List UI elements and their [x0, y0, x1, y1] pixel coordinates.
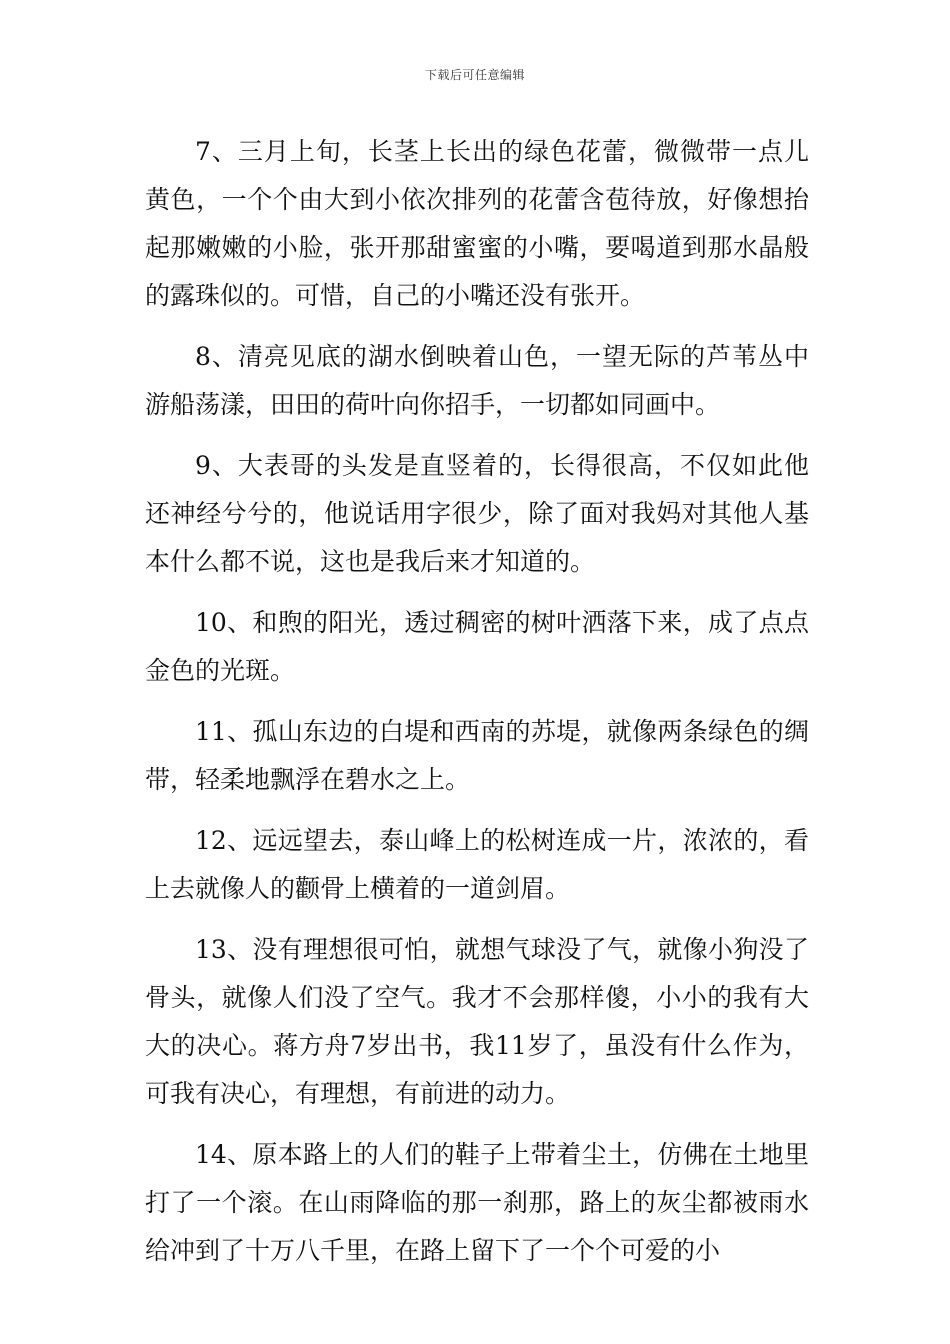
- paragraph-8: 8、清亮见底的湖水倒映着山色，一望无际的芦苇丛中游船荡漾，田田的荷叶向你招手，一切都如同画中。: [145, 342, 809, 419]
- paragraph-7: 7、三月上旬，长茎上长出的绿色花蕾，微微带一点儿黄色，一个个由大到小依次排列的花蕾含苞待放，好像想抬起那嫩嫩的小脸，张开那甜蜜蜜的小嘴，要喝道到那水晶般的露珠似的。可惜，自己的小嘴还没有张开。: [145, 137, 809, 310]
- paragraph-12: 12、远远望去，泰山峰上的松树连成一片，浓浓的，看上去就像人的颧骨上横着的一道剑眉。: [145, 826, 809, 903]
- document-body: [145, 128, 809, 1288]
- paragraph-13: 13、没有理想很可怕，就想气球没了气，就像小狗没了骨头，就像人们没了空气。我才不会那样傻，小小的我有大大的决心。蒋方舟7岁出书，我11岁了，虽没有什么作为，可我有决心，有理想，有前进的动力。: [145, 935, 809, 1108]
- paragraph-10: 10、和煦的阳光，透过稠密的树叶洒落下来，成了点点金色的光斑。: [145, 608, 809, 685]
- paragraph-14: 14、原本路上的人们的鞋子上带着尘土，仿佛在土地里打了一个滚。在山雨降临的那一刹那，路上的灰尘都被雨水给冲到了十万八千里，在路上留下了一个个可爱的小: [145, 1140, 809, 1265]
- page-header: 下载后可任意编辑: [424, 68, 525, 82]
- paragraph-9: 9、大表哥的头发是直竖着的，长得很高，不仅如此他还神经兮兮的，他说话用字很少，除了面对我妈对其他人基本什么都不说，这也是我后来才知道的。: [145, 451, 809, 576]
- paragraph-11: 11、孤山东边的白堤和西南的苏堤，就像两条绿色的绸带，轻柔地飘浮在碧水之上。: [145, 717, 809, 794]
